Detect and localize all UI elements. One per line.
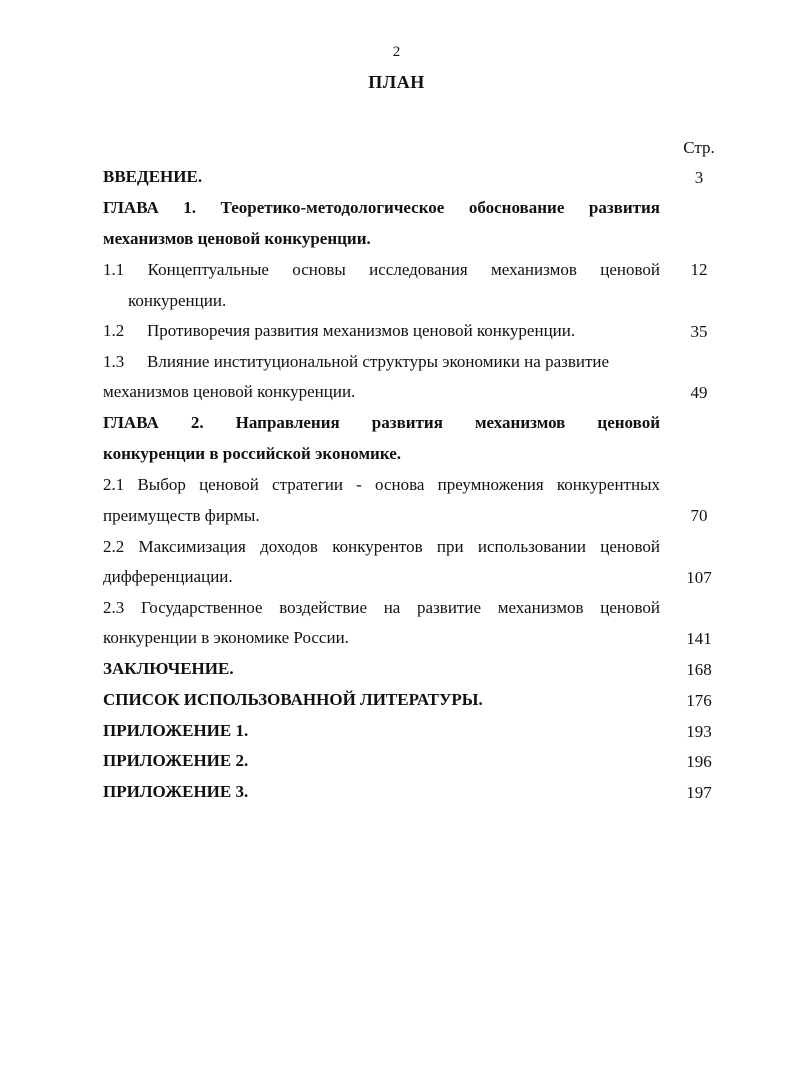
toc-chapter1-line2: механизмов ценовой конкуренции. (103, 229, 371, 248)
toc-section-1-3 (103, 352, 660, 372)
toc-section-2-3-line2: конкуренции в экономике России. (103, 628, 349, 647)
toc-bibliography-page: 176 (686, 691, 712, 710)
toc-section-1-2-number: 1.2 (103, 321, 125, 340)
toc-chapter2-line1: ГЛАВА 2. Направления развития механизмов ценовой (103, 413, 660, 432)
toc-appendix3-label: ПРИЛОЖЕНИЕ 3. (103, 782, 249, 801)
toc-section-2-1-line2: преимуществ фирмы. (103, 506, 260, 525)
toc-intro-page: 3 (694, 168, 704, 187)
page-number: 2 (392, 44, 401, 60)
toc-conclusion-label: ЗАКЛЮЧЕНИЕ. (103, 659, 234, 678)
toc-section-1-3-text: Влияние институциональной структуры экономики на развитие (147, 352, 610, 371)
toc-section-2-3-page: 141 (686, 629, 712, 648)
toc-section-2-1-page: 70 (690, 506, 708, 525)
toc-section-1-3-number: 1.3 (103, 352, 125, 371)
toc-section-1-2 (103, 321, 660, 341)
toc-section-2-2-page: 107 (686, 568, 712, 587)
toc-section-1-1-line1: 1.1 Концептуальные основы исследования механизмов ценовой (103, 260, 660, 279)
page-column-header: Стр. (683, 138, 715, 157)
toc-section-2-2-line1: 2.2 Максимизация доходов конкурентов при использовании ценовой (103, 537, 660, 556)
toc-chapter2-line2: конкуренции в российской экономике. (103, 444, 402, 463)
toc-section-2-2-line2: дифференциации. (103, 567, 233, 586)
toc-appendix1-page: 193 (686, 722, 712, 741)
toc-bibliography-label: СПИСОК ИСПОЛЬЗОВАННОЙ ЛИТЕРАТУРЫ. (103, 690, 483, 709)
toc-intro-label: ВВЕДЕНИЕ. (103, 167, 203, 186)
toc-appendix3-page: 197 (686, 783, 712, 802)
toc-section-1-3-page: 49 (690, 383, 708, 402)
toc-appendix2-page: 196 (686, 752, 712, 771)
toc-section-2-1-line1: 2.1 Выбор ценовой стратегии - основа преумножения конкурентных (103, 475, 660, 494)
toc-appendix1-label: ПРИЛОЖЕНИЕ 1. (103, 721, 249, 740)
toc-section-1-3-line2: механизмов ценовой конкуренции. (103, 382, 356, 401)
toc-section-1-1-line2: конкуренции. (128, 291, 227, 310)
toc-section-1-1-page: 12 (690, 260, 708, 279)
toc-section-1-2-page: 35 (690, 322, 708, 341)
toc-conclusion-page: 168 (686, 660, 712, 679)
toc-chapter1-line1: ГЛАВА 1. Теоретико-методологическое обоснование развития (103, 198, 660, 217)
toc-section-1-2-text: Противоречия развития механизмов ценовой конкуренции. (147, 321, 576, 340)
page-title: ПЛАН (368, 72, 425, 92)
toc-appendix2-label: ПРИЛОЖЕНИЕ 2. (103, 751, 249, 770)
toc-section-2-3-line1: 2.3 Государственное воздействие на развитие механизмов ценовой (103, 598, 660, 617)
